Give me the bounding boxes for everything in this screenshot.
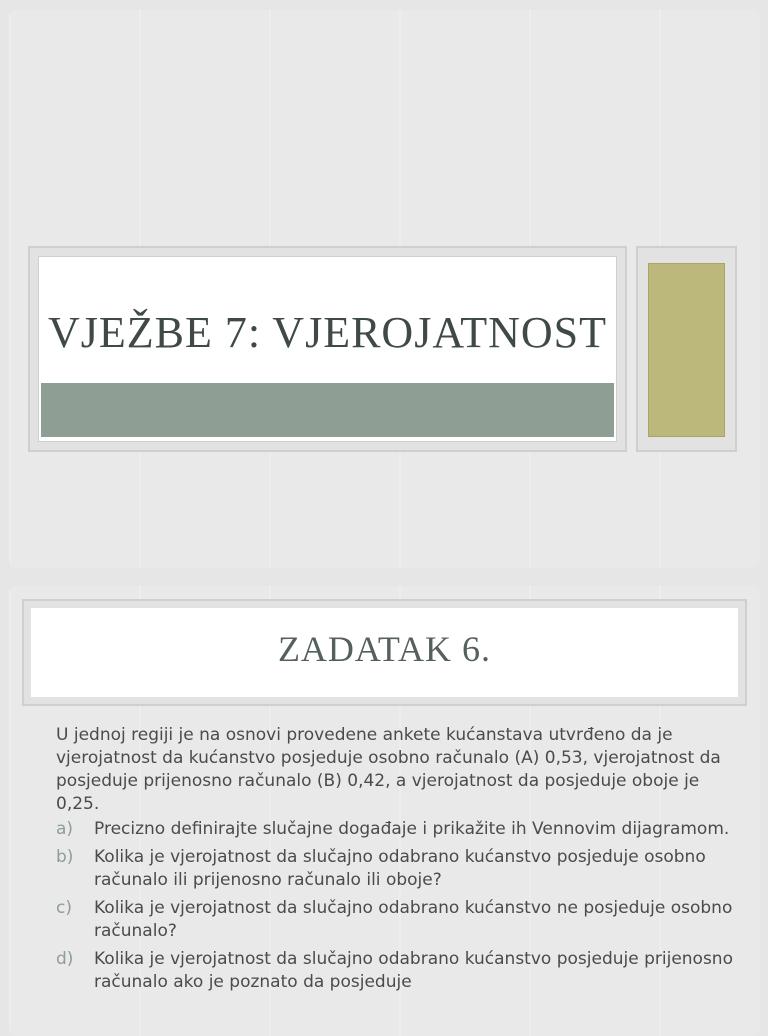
item-marker: d) bbox=[56, 949, 74, 969]
task-intro: U jednoj regiji je na osnovi provedene ankete kućanstava utvrđeno da je vjerojatnost da kućanstvo posjeduje osobno računalo (A) 0,53, vjerojatnost da posjeduje prijenosno računalo (B) 0,42, a vjerojatnost da posjeduje oboje je 0,25. bbox=[56, 725, 721, 814]
task-item-b bbox=[56, 846, 736, 892]
item-marker: a) bbox=[56, 819, 74, 839]
slide-title: VJEŽBE 7: VJEROJATNOST bbox=[47, 308, 607, 357]
item-text: Kolika je vjerojatnost da slučajno odabrano kućanstvo posjeduje osobno računalo ili prijenosno računalo ili oboje? bbox=[94, 847, 706, 890]
slide-heading: ZADATAK 6. bbox=[277, 629, 492, 669]
title-card bbox=[38, 256, 617, 442]
task-body bbox=[56, 724, 736, 999]
task-slide bbox=[9, 586, 760, 1036]
item-text: Precizno definirajte slučajne događaje i prikažite ih Vennovim dijagramom. bbox=[94, 819, 730, 839]
title-frame bbox=[28, 246, 627, 452]
item-marker: c) bbox=[56, 898, 72, 918]
task-list bbox=[56, 818, 736, 994]
task-item-a bbox=[56, 818, 736, 841]
item-text: Kolika je vjerojatnost da slučajno odabrano kućanstvo ne posjeduje osobno računalo? bbox=[94, 898, 733, 941]
title-slide bbox=[9, 10, 760, 568]
item-marker: b) bbox=[56, 847, 74, 867]
heading-card bbox=[31, 608, 738, 697]
accent-block bbox=[648, 263, 725, 437]
title-band bbox=[41, 383, 614, 437]
item-text: Kolika je vjerojatnost da slučajno odabrano kućanstvo posjeduje prijenosno računalo ako je poznato da posjeduje bbox=[94, 949, 733, 992]
task-item-d bbox=[56, 948, 736, 994]
heading-frame bbox=[22, 599, 747, 706]
task-item-c bbox=[56, 897, 736, 943]
accent-frame bbox=[636, 246, 737, 452]
